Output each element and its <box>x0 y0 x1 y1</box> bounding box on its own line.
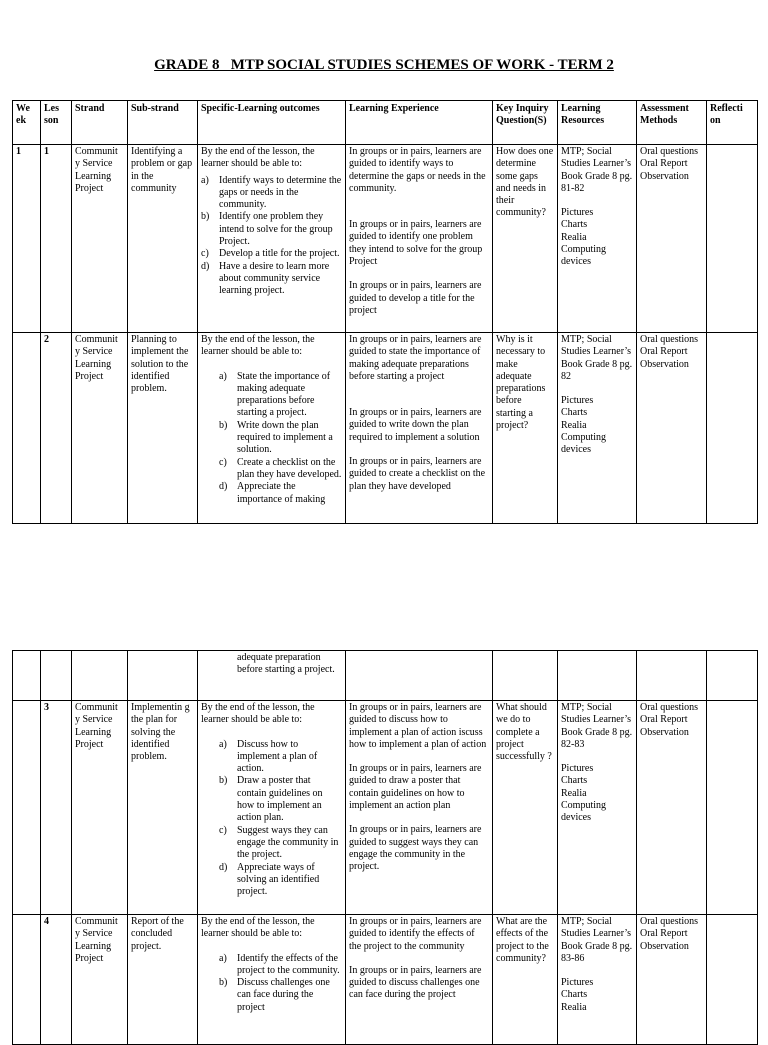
assessment-item: Oral Report <box>640 158 688 170</box>
assessment-item: Oral Report <box>640 714 688 726</box>
experience-item: In groups or in pairs, learners are guided to draw a poster that contain guidelines on how to implement an action plan <box>349 763 482 812</box>
header-week: We ek <box>13 101 41 145</box>
experience-item: In groups or in pairs, learners are guided to suggest ways they can engage the community in the project. <box>349 824 482 873</box>
resource-item: Pictures <box>561 763 594 775</box>
outcome-continuation: adequate preparation before starting a project. <box>237 652 335 676</box>
resource-item: Charts <box>561 407 588 419</box>
experience-item: In groups or in pairs, learners are guided to create a checklist on the plan they have developed <box>349 456 486 492</box>
strand-cell <box>72 651 128 701</box>
resources-book: MTP; Social Studies Learner’s Book Grade 8 pg. 82-83 <box>561 702 633 750</box>
outcomes-cell <box>198 701 346 915</box>
outcome-item: Develop a title for the project. <box>219 248 340 260</box>
outcome-item: Create a checklist on the plan they have developed. <box>237 456 342 480</box>
experience-item: In groups or in pairs, learners are guided to develop a title for the project <box>349 280 482 316</box>
experience-cell <box>346 145 493 333</box>
resource-item: Charts <box>561 219 588 231</box>
header-substrand: Sub-strand <box>128 101 198 145</box>
schemes-table-page-1 <box>12 100 758 524</box>
experience-cell <box>346 915 493 1045</box>
resource-item: Realia <box>561 231 587 243</box>
outcomes-cell <box>198 651 346 701</box>
strand-cell: Communit y Service Learning Project <box>72 915 128 1045</box>
resource-item: Realia <box>561 1001 587 1013</box>
question-cell: What are the effects of the project to the community? <box>493 915 558 1045</box>
outcome-item: Identify ways to determine the gaps or needs in the community. <box>219 174 342 211</box>
resource-item: Computing devices <box>561 432 607 456</box>
outcome-item: Have a desire to learn more about community service learning project. <box>219 260 330 297</box>
outcome-item: Identify one problem they intend to solve for the group Project. <box>219 211 333 248</box>
document-title: GRADE 8 MTP SOCIAL STUDIES SCHEMES OF WORK - TERM 2 <box>154 57 614 73</box>
lesson-cell: 3 <box>41 701 72 915</box>
resource-item: Pictures <box>561 207 594 219</box>
resources-cell <box>558 915 637 1045</box>
header-outcomes: Specific-Learning outcomes <box>198 101 346 145</box>
strand-cell: Communit y Service Learning Project <box>72 145 128 333</box>
experience-item: In groups or in pairs, learners are guided to discuss how to implement a plan of action iscuss how to implement a plan of action <box>349 702 487 750</box>
lesson-cell <box>41 651 72 701</box>
resource-item: Charts <box>561 775 588 787</box>
assessment-cell <box>637 701 707 915</box>
resource-item: Computing devices <box>561 244 607 268</box>
assessment-item: Observation <box>640 170 689 182</box>
resource-item: Charts <box>561 989 588 1001</box>
experience-item: In groups or in pairs, learners are guided to identify the effects of the project to the community <box>349 916 482 952</box>
assessment-item: Oral questions <box>640 146 699 157</box>
substrand-cell: Implementin g the plan for solving the identified problem. <box>128 701 198 915</box>
resources-cell <box>558 651 637 701</box>
reflection-cell <box>707 915 758 1045</box>
experience-item: In groups or in pairs, learners are guided to write down the plan required to implement a solution <box>349 407 482 443</box>
assessment-item: Observation <box>640 726 689 738</box>
week-cell <box>13 333 41 524</box>
outcome-item: Draw a poster that contain guidelines on how to implement an action plan. <box>237 775 323 824</box>
header-strand: Strand <box>72 101 128 145</box>
resources-cell <box>558 145 637 333</box>
question-cell: How does one determine some gaps and needs in their community? <box>493 145 558 333</box>
header-row <box>13 101 758 145</box>
experience-item: In groups or in pairs, learners are guided to discuss challenges one can face during the project <box>349 964 482 1001</box>
outcome-item: Appreciate ways of solving an identified project. <box>237 861 320 898</box>
reflection-cell <box>707 651 758 701</box>
week-cell <box>13 701 41 915</box>
outcome-item: State the importance of making adequate preparations before starting a project. <box>237 370 331 419</box>
resources-cell <box>558 701 637 915</box>
assessment-cell <box>637 651 707 701</box>
reflection-cell <box>707 145 758 333</box>
assessment-item: Oral Report <box>640 928 688 940</box>
week-cell: 1 <box>13 145 41 333</box>
resources-book: MTP; Social Studies Learner’s Book Grade 8 pg. 82 <box>561 334 633 382</box>
header-experience: Learning Experience <box>346 101 493 145</box>
resource-item: Computing devices <box>561 800 607 824</box>
experience-item: In groups or in pairs, learners are guided to identify one problem they intend to solve for the group Project <box>349 219 483 268</box>
assessment-item: Oral questions <box>640 702 699 713</box>
table-row <box>13 915 758 1045</box>
outcome-item: Discuss challenges one can face during the project <box>237 977 330 1013</box>
assessment-cell <box>637 915 707 1045</box>
resources-book: MTP; Social Studies Learner’s Book Grade 8 pg. 81-82 <box>561 146 633 194</box>
experience-cell <box>346 333 493 524</box>
strand-cell: Communit y Service Learning Project <box>72 701 128 915</box>
assessment-item: Observation <box>640 940 689 952</box>
header-lesson: Les son <box>41 101 72 145</box>
assessment-cell <box>637 333 707 524</box>
assessment-item: Oral Report <box>640 346 688 358</box>
lesson-cell: 4 <box>41 915 72 1045</box>
assessment-item: Oral questions <box>640 334 699 345</box>
experience-cell <box>346 651 493 701</box>
question-cell <box>493 651 558 701</box>
outcomes-cell <box>198 145 346 333</box>
table-row-continuation <box>13 651 758 701</box>
substrand-cell: Report of the concluded project. <box>128 915 198 1045</box>
outcome-item: Identify the effects of the project to the community. <box>237 952 340 976</box>
resource-item: Pictures <box>561 395 594 407</box>
header-question: Key Inquiry Question(S) <box>493 101 558 145</box>
experience-item: In groups or in pairs, learners are guided to identify ways to determine the gaps or needs in the community. <box>349 146 486 194</box>
table-row <box>13 145 758 333</box>
question-cell: Why is it necessary to make adequate preparations before starting a project? <box>493 333 558 524</box>
outcome-intro: By the end of the lesson, the learner should be able to: <box>201 146 315 170</box>
outcomes-cell <box>198 333 346 524</box>
week-cell <box>13 651 41 701</box>
substrand-cell: Planning to implement the solution to the identified problem. <box>128 333 198 524</box>
lesson-cell: 1 <box>41 145 72 333</box>
assessment-cell <box>637 145 707 333</box>
resource-item: Realia <box>561 419 587 431</box>
resource-item: Pictures <box>561 977 594 989</box>
table-row <box>13 701 758 915</box>
reflection-cell <box>707 333 758 524</box>
reflection-cell <box>707 701 758 915</box>
question-cell: What should we do to complete a project successfully ? <box>493 701 558 915</box>
table-row <box>13 333 758 524</box>
experience-cell <box>346 701 493 915</box>
header-resources: Learning Resources <box>558 101 637 145</box>
resources-book: MTP; Social Studies Learner’s Book Grade 8 pg. 83-86 <box>561 916 633 964</box>
lesson-cell: 2 <box>41 333 72 524</box>
outcome-item: Suggest ways they can engage the community in the project. <box>237 824 339 861</box>
experience-item: In groups or in pairs, learners are guided to state the importance of making adequate preparations before starting a project <box>349 334 482 382</box>
outcome-intro: By the end of the lesson, the learner should be able to: <box>201 916 315 940</box>
header-reflection: Reflecti on <box>707 101 758 145</box>
outcome-item: Appreciate the importance of making <box>237 481 326 505</box>
week-cell <box>13 915 41 1045</box>
outcome-intro: By the end of the lesson, the learner should be able to: <box>201 702 315 726</box>
substrand-cell <box>128 651 198 701</box>
schemes-table-page-2 <box>12 650 758 1045</box>
assessment-item: Observation <box>640 358 689 370</box>
outcome-item: Write down the plan required to implement a solution. <box>237 419 333 456</box>
outcomes-cell <box>198 915 346 1045</box>
assessment-item: Oral questions <box>640 916 699 927</box>
outcome-intro: By the end of the lesson, the learner should be able to: <box>201 334 315 358</box>
resource-item: Realia <box>561 787 587 799</box>
strand-cell: Communit y Service Learning Project <box>72 333 128 524</box>
header-assessment: Assessment Methods <box>637 101 707 145</box>
outcome-item: Discuss how to implement a plan of action. <box>237 738 318 775</box>
substrand-cell: Identifying a problem or gap in the community <box>128 145 198 333</box>
resources-cell <box>558 333 637 524</box>
